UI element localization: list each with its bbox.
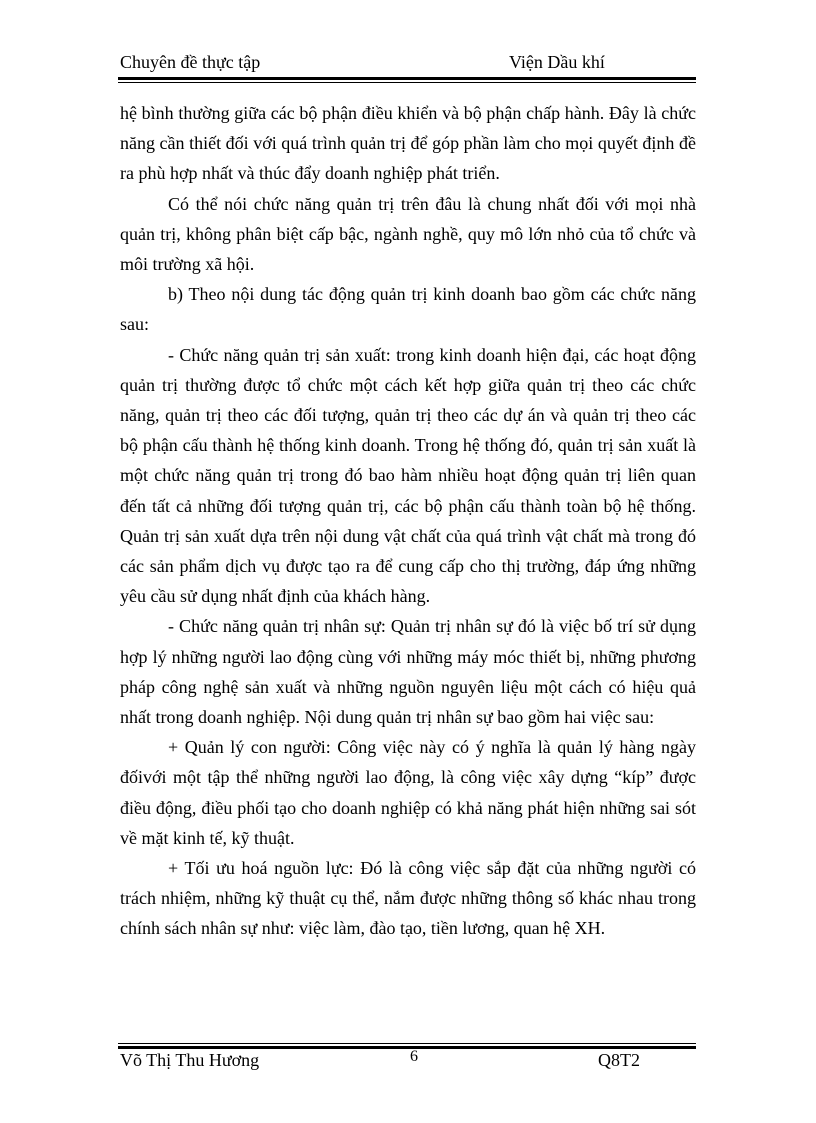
page-header <box>120 50 696 78</box>
document-body <box>120 98 696 944</box>
footer-class-code: Q8T2 <box>598 1050 640 1070</box>
paragraph-production-management: - Chức năng quản trị sản xuất: trong kinh doanh hiện đại, các hoạt động quản trị thường được tổ chức một cách kết hợp giữa quản trị theo các chức năng, quản trị theo các đối tượng, quản trị theo các dự án và quản trị theo các bộ phận cấu thành hệ thống kinh doanh. Trong hệ thống đó, quản trị sản xuất là một chức năng quản trị trong đó bao hàm nhiều hoạt động quản trị liên quan đến tất cả những đối tượng quản trị, các bộ phận cấu thành toàn bộ hệ thống. Quản trị sản xuất dựa trên nội dung vật chất của quá trình vật chất mà trong đó các sản phẩm dịch vụ được tạo ra để cung cấp cho thị trường, đáp ứng những yêu cầu sử dụng nhất định của khách hàng. <box>120 344 696 607</box>
page-footer <box>120 1048 696 1076</box>
header-rule-thin <box>118 82 696 83</box>
footer-author: Võ Thị Thu Hương <box>120 1050 260 1070</box>
paragraph-resource-optimization: + Tối ưu hoá nguồn lực: Đó là công việc sắp đặt của những người có trách nhiệm, những kỹ thuật cụ thể, nắm được những thông số khác nhau trong chính sách nhân sự như: việc làm, đào tạo, tiền lương, quan hệ XH. <box>120 858 696 939</box>
paragraph-people-management: + Quản lý con người: Công việc này có ý nghĩa là quản lý hàng ngày đốivới một tập thể những người lao động, là công việc xây dựng “kíp” được điều động, điều phối tạo cho doanh nghiệp có khả năng phát hiện những sai sót về mặt kinh tế, kỹ thuật. <box>120 737 696 848</box>
footer-rule-thin <box>118 1043 696 1044</box>
page-number: 6 <box>410 1048 418 1065</box>
paragraph-summary: Có thể nói chức năng quản trị trên đâu là chung nhất đối với mọi nhà quản trị, không phân biệt cấp bậc, ngành nghề, quy mô lớn nhỏ của tổ chức và môi trường xã hội. <box>120 193 696 275</box>
header-document-type: Chuyên đề thực tập <box>120 52 261 72</box>
paragraph-section-b: b) Theo nội dung tác động quản trị kinh doanh bao gồm các chức năng sau: <box>120 284 696 335</box>
paragraph-hr-management: - Chức năng quản trị nhân sự: Quản trị nhân sự đó là việc bố trí sử dụng hợp lý những người lao động cùng với những máy móc thiết bị, những phương pháp công nghệ sản xuất và những nguồn nguyên liệu một cách có hiệu quả nhất trong doanh nghiệp. Nội dung quản trị nhân sự bao gồm hai việc sau: <box>120 616 696 728</box>
header-institution: Viện Dầu khí <box>509 52 605 72</box>
paragraph-continuation: hệ bình thường giữa các bộ phận điều khiển và bộ phận chấp hành. Đây là chức năng cần thiết đối với quá trình quản trị để góp phần làm cho mọi quyết định đề ra phù hợp nhất và thúc đẩy doanh nghiệp phát triển. <box>120 103 696 184</box>
header-rule-thick <box>118 77 696 80</box>
